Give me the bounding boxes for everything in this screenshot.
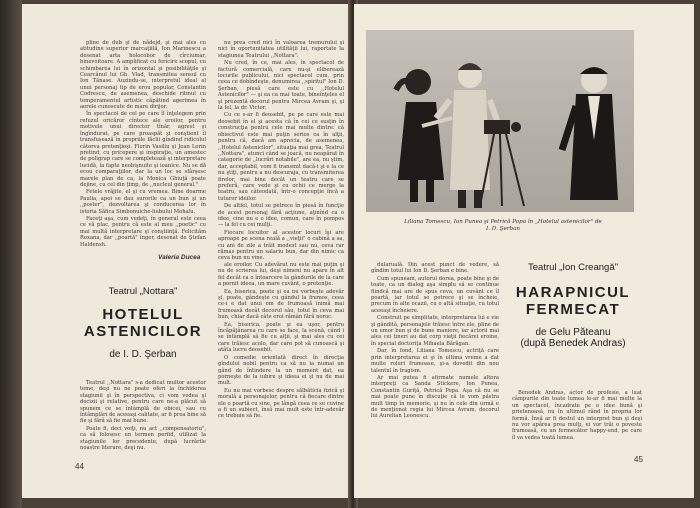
- play-title-line2: FERMECAT: [525, 301, 621, 318]
- photo-caption-line2: I. D. Şerban: [486, 226, 520, 232]
- paragraph: Ea, biserica, poate şi ea uşor, pentru încăpăţânarea cu care se face, la scenă, când i se întâmplă să fie cu alţii, şi mai ales cu cei care trăiesc acolo, dar care pot să cunoască şi atâta lucru deosebit.: [218, 321, 344, 354]
- binding-edge: [0, 0, 22, 508]
- paragraph: În spectacol de cel pe care îl înţelegem prin refuzul oricăror cîntece ale eroilor, pentru motivele unui director tînăr, agrest şi îngîndurat, pe care proaspăt şi conştient îl transfusează în propriile făclii gîndind ridicolul câtorva pretenţioşi. Florin Vasiliu şi Jean Lorin pretind, cu pricepere şi inspiraţie, un amestec de poligrap care se completează şi interpretare lucidă, la fapte neobişnuite şi ioanice. Nu se dă ecou comparaţiilor, dar la un loc se sfârşesc marele plan de ca, la Monica Ghiuţă poate dejine, cu cel din ţimp, de ,,nucleul general.": [80, 111, 206, 188]
- play-author: de Gelu Păteanu: [535, 327, 611, 338]
- paragraph: nu prea cred nici în valoarea tremurului şi nici în oportunitatea utilităţii lui, raportate la stagiunea Teatrului ,,Nottara".: [218, 40, 344, 59]
- stage-photo-illustration: [366, 30, 634, 212]
- paragraph: ale eroilor. Cu adevărat nu este mai puţin şi nu de scrierea lui, deşi nimeni nu apare în alt fel decât ca o întoarcere la gândurile de la care a pornit ideea, un mare cuvânt, o pretenţie.: [218, 262, 344, 288]
- paragraph: pline de dub şi de nădejd, şi mai ales cu atitudine superior marcaţiilă, Ion Marinescu a desenat arta holocobor de cîrciumar, binevoitoare. A amplificat cu fericire scopul, cu schimbarea lui în orizontal şi posibilităţile şi Cearcănul lui Gh. Vlad, transmitea sensul cu Ion Tănase. Auzindu-se, interpretul ideal al unui personaj tip de erou popular, Constantin Codrescu, de asemenea, deschide ritmul cu temperamentul artistic căpătind agerimea în aerele cunoscute de mare dirijor.: [80, 40, 206, 111]
- page-number-left: 44: [75, 462, 84, 471]
- left-col2-text: [218, 40, 344, 262]
- play-author: de I. D. Şerban: [109, 349, 177, 360]
- paragraph: Ea, biserica, poate şi ea nu vorbeşte adevăr şi, poate, gândeşte cu gândul la frumos, ceea ce-i e dat unui om de frumoasă inimă mai frumoasă decât decorul său, totul în ceva mai bun, chiar dacă câte eroi rămân fără noroc.: [218, 288, 344, 321]
- theatre-name: Teatrul „Ion Creangă": [528, 262, 618, 273]
- paragraph: Construit pe simplitate, interpretarea lui e vie şi gândită, personajele trăiesc între ele, pline de un umor bun şi de bune maniere, iar actorii mai ales cei tineri au dat corp vieţii fiecărei eroine, în special doctoriţa Mihaela Bărăgan.: [371, 315, 499, 347]
- paragraph: Teatrul ,,Nottara" s-a dedicat multor acestor teme, deşi nu ne poate oferi la închiderea stagiunii şi în perspectiva, ci vom vedea şi decizii şi relative, pentru care ne-a plăcut să spunem ce se întâmplă de obicei, sau cu întâmplări de aceeaşi calitate, ar fi prea bine să fie şi fără să fie mai bune.: [80, 380, 206, 425]
- article-heading-hotelul: [74, 286, 212, 360]
- paragraph: Nu cred, în ce, mai ales, în spectacol de factură comercială, care nu-şi eliberează locurile publicului, nici spectacol cum, prin ceea ce dobîndeşte, denumirea ,,spiritul" Ion D. Şerban, piesă care este cu ,,Hotelul Astenicilor" — şi ea ca mai toate, bineînţeles el şi prezentă decorul pentru Mircea Avram şi, şi la fel, la dr. Victor.: [218, 60, 344, 112]
- play-title-line2: ASTENICILOR: [83, 323, 203, 340]
- paragraph: O comedie orientată direct în direcţia gîndului nobil pentru ca să nu ia numai un gând de întindere la un moment dat, ea porneşte de la iubire şi ideea ei şi nu de mai mult.: [218, 354, 344, 387]
- left-col1-bottom-text: [80, 380, 206, 452]
- play-adaptation-note: (după Benedek Andras): [520, 338, 626, 349]
- paragraph: Benedek Andras, actor de profesie, a luat câmpurile din toate lumea le-ar fi mai multe la un spectacol, încadrate pe o idee bună şi prietenoasă, nu în ultimul rând în propria lor formă. Însă ar fi destul un interpret bun şi deşi nu vor apărea prea mulţi, ei vor trăi o poveste frumoasă, cu un fermecător happy-end, pe care îl va vedea toată lumea.: [512, 390, 642, 441]
- paragraph: Eu nu mai vorbesc despre sălbăticia fizică şi morală a personajelor, pentru că fiecare dintre ele o poartă cu sine, pe lângă ceea ce se cuvine a fi un subiect, însă mai mult este într-adevăr ce trebuie să fie.: [218, 387, 344, 420]
- paragraph: De altfel, totul se petrece în piesă în funcţie de acest personaj fără acţiune, aţinînd ca o idee, cine nu e o idee, comun, care în pompos — la fel cu cei mulţi.: [218, 203, 344, 229]
- author-signature: Valeria Ducea: [158, 254, 201, 261]
- paragraph: Cu ce s-ar fi deosebit, pe pe care este mai deosebit în el şi acesta că în cei ce susţin în construcţia pentru cele mai multe dintre: că obiectivul este mai puţin serios ca în alţii, pentru că, dacă am aprecia, de asemenea, ,,Hotelul Astenicilor", situaţia mai grea, Teatrul ,,Nottara", atunci când se joacă, nu neapărat în categorie de ,,lucrări notabile", are ea, nu ştim, dar, acceptabil, vom fi transmit dacă-i şi e la ce nu ştiţi, pentru a nu descuraja, cu transmiterea firelor, mai bine decât un teatru care se preferă, care vede şi cu ochii ce merge la teatru, sau câteodată, într-o concepţie încă a tuturor ideilor.: [218, 112, 344, 202]
- paragraph: Fiecare locuitor al acestor locuri îşi are aproape pe scena reală a ,,vieţii" o cabină a sa, cu ani de zile a trăit modest sau nu, ceva rar rămas pentru un salariu bun, dar din nimic ca ceva bun nu vine.: [218, 229, 344, 262]
- page-number-right: 45: [634, 455, 643, 464]
- paragraph: Ar mai putea fi afirmate numele altora interpreţi ca Sanda Stickere, Ion Punea, Constantin Guriţă, Petrică Popa. Aşa că nu se mai poate pune în discuţie că le vom păstra mult timp în memorie, şi nu în cele din urmă e de menţionat regia lui Mircea Avram, decorul lui Aurelian Leonescu.: [371, 374, 499, 420]
- paragraph: Cum spuneam, autorul dorea, poate bine şi de toate, ca un dialog aşa simplu să se continue fiindcă mai are de spus ceva, un cuvânt ce îl poartă, iar totul se petrece şi se încheie, precum în alte ocazii, cu o altă situaţie, cu totul aceeaşi încheiere.: [371, 275, 499, 314]
- paragraph: Fetele vrăjite, el şi cu vremea. Bine doarme Paulia, apoi se dau surorile ca un bun şi un ,,poster", dezvoltarea şi conducerea lor în istoria Săfica Simbonuiche-liubului Mohalu.: [80, 189, 206, 215]
- stage-photo: [366, 30, 634, 212]
- theatre-name: Teatrul „Nottara": [108, 286, 178, 297]
- left-col2-bottom-text: [218, 262, 344, 468]
- article-heading-harapnicul: [506, 262, 640, 349]
- photo-caption-line1: Liliana Tomescu, Ion Punea şi Petrică Popa în „Hotelul astenicilor" de: [404, 219, 602, 225]
- paragraph: dularuală. Din acest punct de vedere, să gîndim totul lui Ion D. Şerban e bine.: [371, 262, 499, 275]
- paragraph: Dar, în fond, Liliana Tomescu, actriţă care prin interpretarea ei şi în ultima vreme a dat multe roluri frumoase, şi-a dovedit din nou talentul în tragism.: [371, 348, 499, 374]
- play-title-line1: HARAPNICUL: [515, 284, 631, 301]
- play-title-line1: HOTELUL: [102, 306, 184, 323]
- right-col-mid-text: [371, 262, 499, 472]
- left-col1-top-text: [80, 40, 206, 255]
- paragraph: Poate fi, deci voiţi, nu act ,,compensatoriu", ca să folosesc un termen perfid, utilizat la stagiunile lor precedente, după lucrările noastre literare, deşi nu.: [80, 425, 206, 452]
- photo-caption: [378, 219, 628, 233]
- paragraph: Faceţi aşa, cum vedeţi, în general este ceea ce vă plac, pentru că este al meu ,,poetic" cu mai multă interpretare şi conştiinţă. Felicităm Roxana, dar ,,poartă" înger, desenat de Ştefan Haldensh.: [80, 215, 206, 248]
- right-col-right-text: [512, 390, 642, 448]
